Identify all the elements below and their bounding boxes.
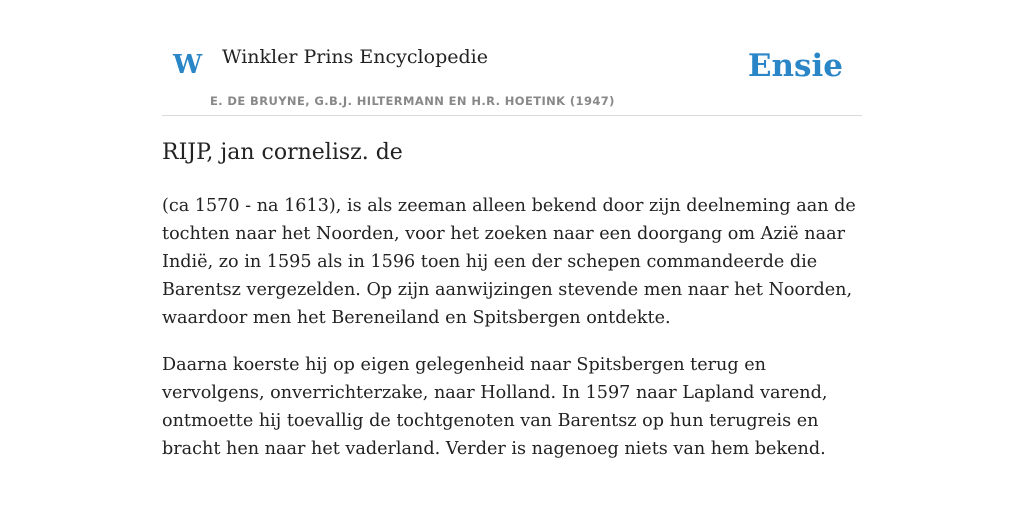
entry-title: RIJP, jan cornelisz. de [162,140,403,165]
entry-body [162,192,862,482]
ensie-logo[interactable]: Ensie [747,48,843,84]
entry-paragraph: Daarna koerste hij op eigen gelegenheid naar Spitsbergen terug en vervolgens, onverrichterzake, naar Holland. In 1597 naar Lapland varend, ontmoette hij toevallig de tochtgenoten van Barentsz op hun terugreis en bracht hen naar het vaderland. Verder is nagenoeg niets van hem bekend. [162,355,828,459]
entry-paragraph: (ca 1570 - na 1613), is als zeeman alleen bekend door zijn deelneming aan de tochten naar het Noorden, voor het zoeken naar een doorgang om Azië naar Indië, zo in 1595 als in 1596 toen hij een der schepen commandeerde die Barentsz vergezelden. Op zijn aanwijzingen stevende men naar het Noorden, waardoor men het Bereneiland en Spitsbergen ontdekte. [162,196,856,328]
authors-line: E. DE BRUYNE, G.B.J. HILTERMANN EN H.R. HOETINK (1947) [210,94,615,108]
publication-title[interactable]: Winkler Prins Encyclopedie [222,46,488,68]
winkler-prins-logo[interactable]: W [173,50,203,80]
header [162,40,862,116]
